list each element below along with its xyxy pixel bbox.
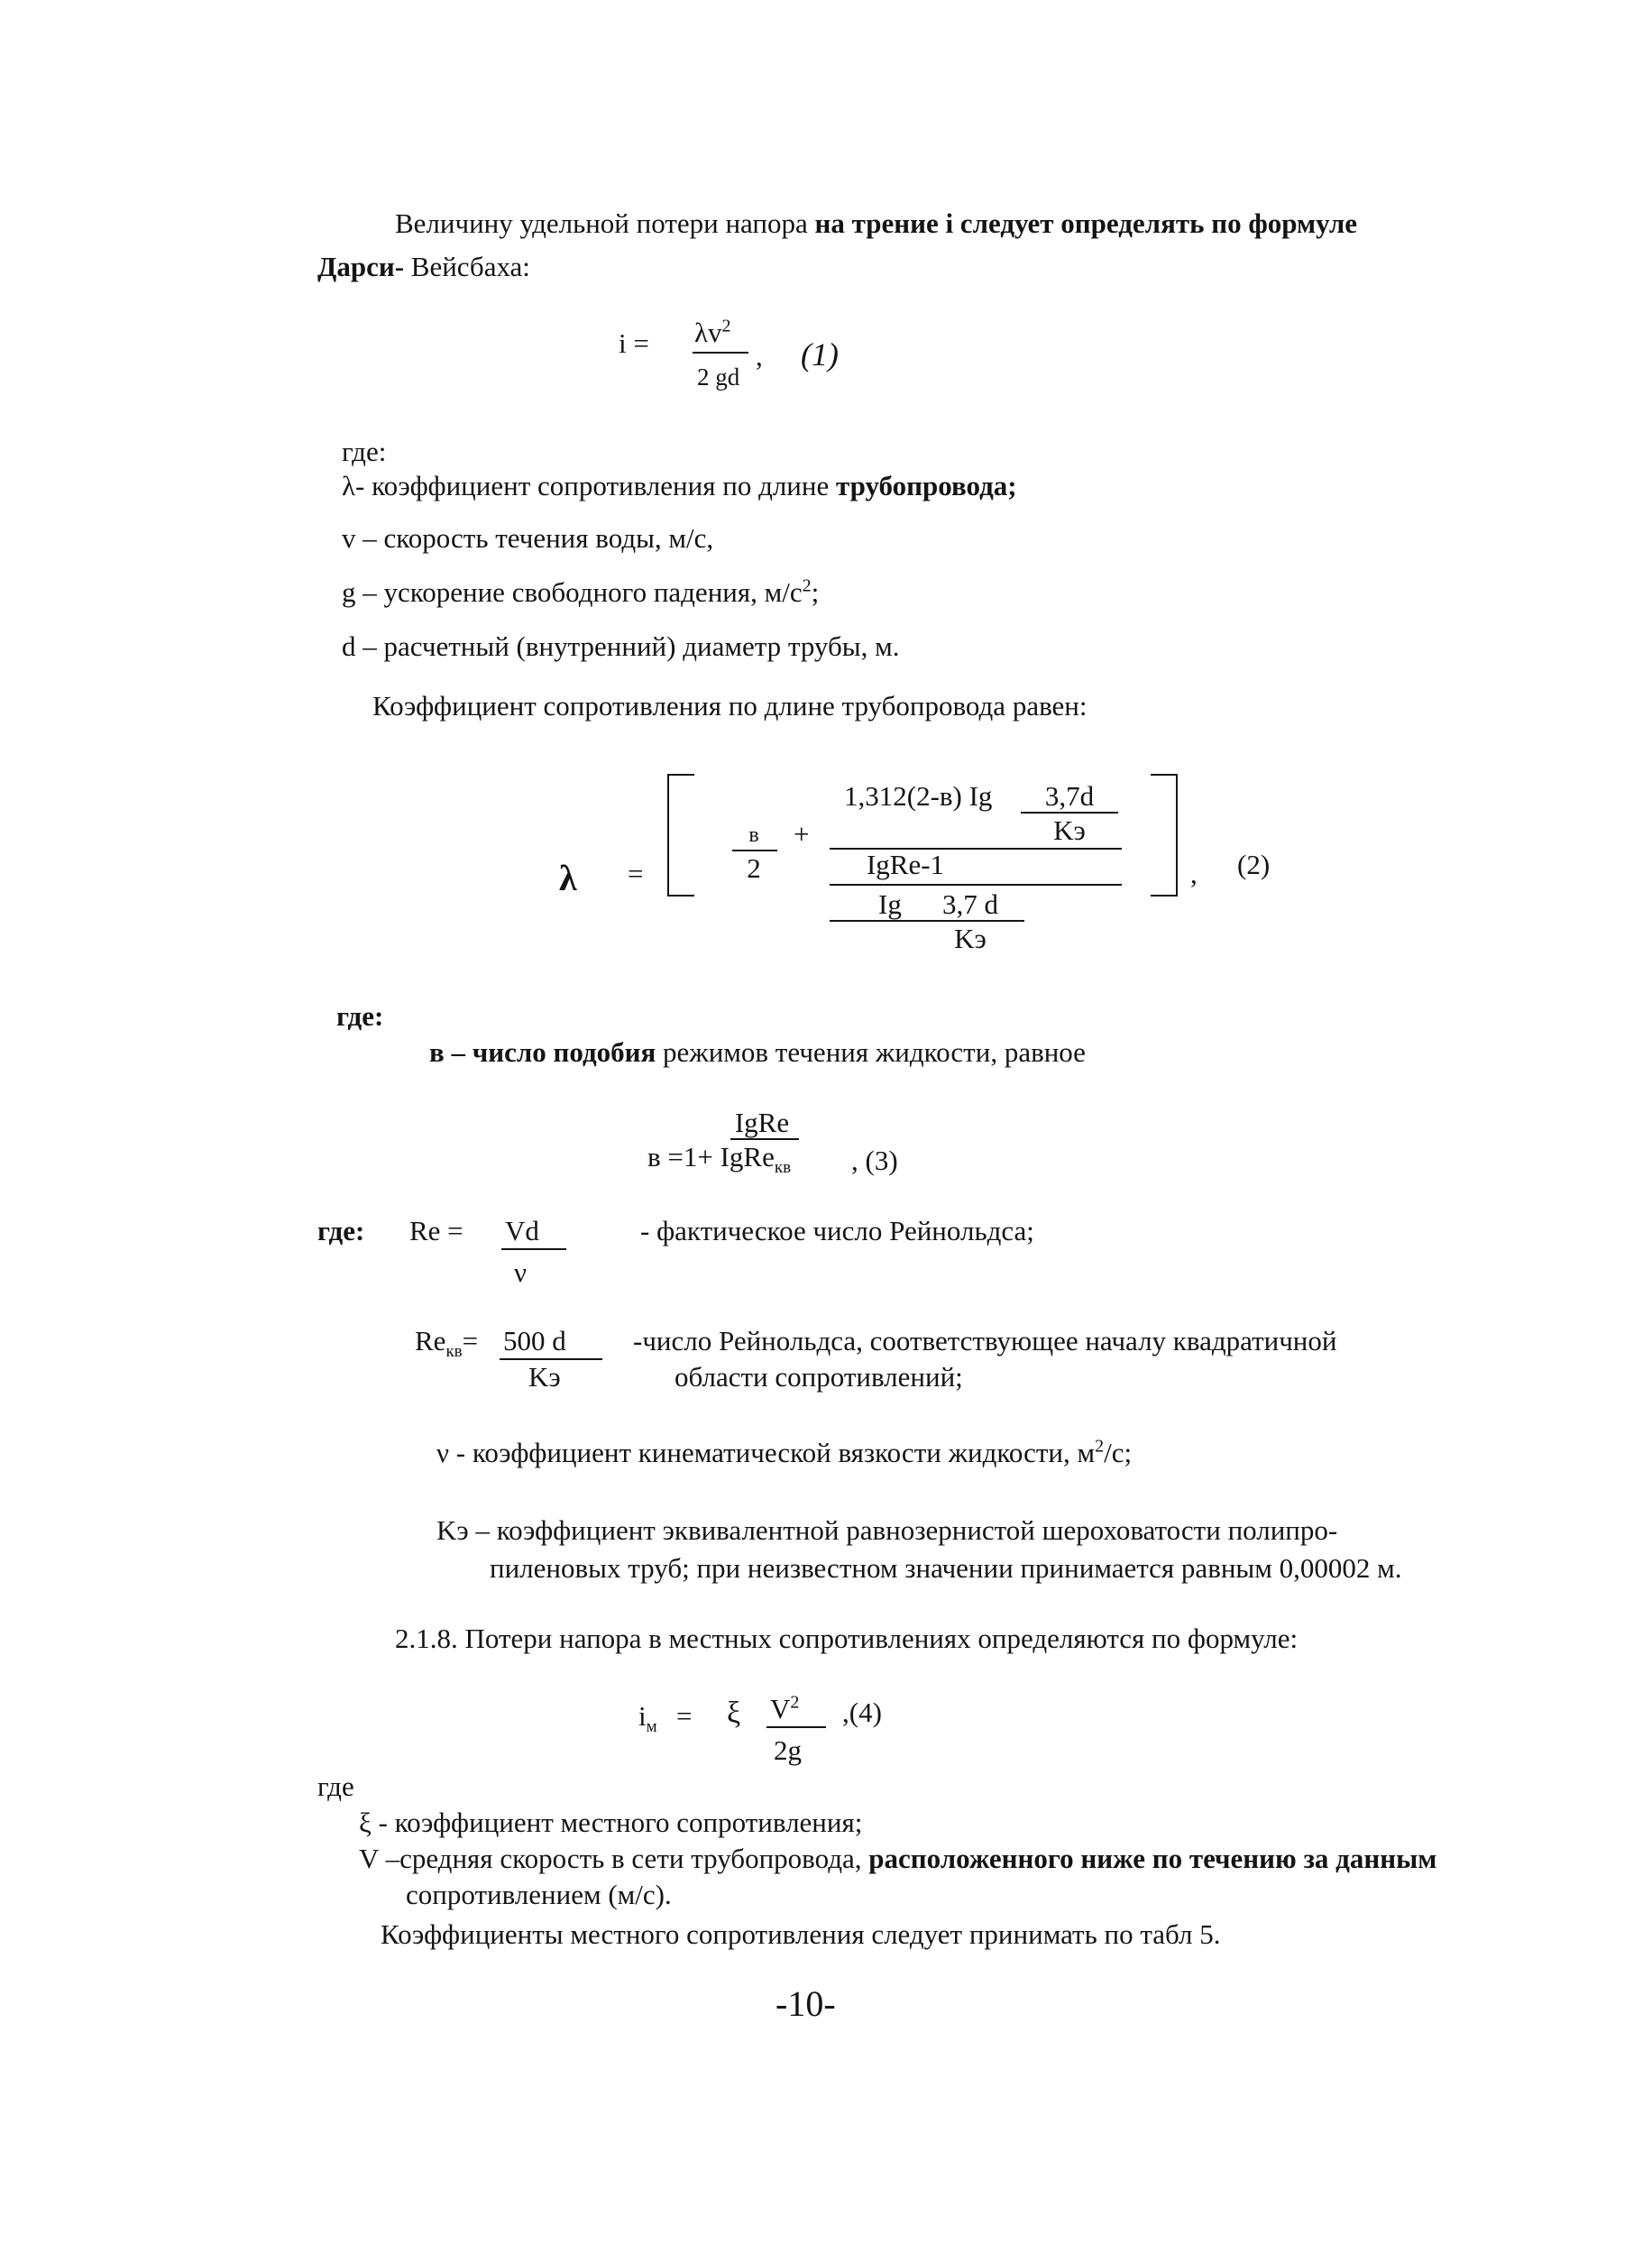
formula-4-i: i	[638, 1700, 647, 1732]
legend-g	[342, 575, 819, 609]
legend-g-text: g – ускорение свободного падения, м/с	[342, 576, 803, 608]
rekv-eq: =	[462, 1325, 479, 1356]
re-desc: - фактическое число Рейнольдса;	[640, 1215, 1034, 1246]
formula-3-number: , (3)	[851, 1145, 898, 1176]
formula-4-xi: ξ	[727, 1697, 741, 1730]
legend-nu-exp: 2	[1095, 1436, 1105, 1457]
legend-lambda-bold: трубопровода;	[836, 470, 1017, 501]
rekv-num-text: 500 d	[500, 1324, 602, 1360]
rekv-lhs	[415, 1324, 479, 1362]
legend-nu-text: ν - коэффициент кинематической вязкости жидкости, м	[436, 1437, 1096, 1468]
where-label-4: где	[317, 1770, 354, 1802]
formula-2-equals: =	[628, 858, 644, 889]
formula-1-numerator	[694, 316, 731, 349]
intro-text: Величину удельной потери напора	[395, 207, 815, 239]
legend-v: v – скорость течения воды, м/с,	[342, 522, 714, 554]
formula-2-comma: ,	[1190, 858, 1198, 889]
formula-4-num-exp: 2	[790, 1692, 800, 1713]
formula-1-denominator: 2 gd	[697, 363, 740, 391]
legend-ke-2: пиленовых труб; при неизвестном значении принимается равным 0,00002 м.	[490, 1552, 1402, 1584]
weisbach-name: Вейсбаха:	[404, 251, 530, 282]
formula-1-fraction-bar	[693, 352, 748, 354]
formula-2-lhs: λ	[559, 858, 577, 898]
formula-4-den: 2g	[774, 1734, 802, 1766]
rekv-num	[500, 1324, 602, 1360]
intro-line-2	[317, 250, 530, 283]
rekv-den: Kэ	[528, 1361, 561, 1393]
formula-2-b-num: в	[748, 823, 759, 847]
legend-g-end: ;	[811, 576, 820, 608]
formula-3-den	[647, 1140, 792, 1178]
legend-b	[429, 1035, 1086, 1069]
rekv-sub: кв	[445, 1342, 463, 1362]
legend-v-text: V –средняя скорость в сети трубопровода,	[359, 1843, 869, 1874]
formula-3-lhs: в =1+ IgRe	[647, 1141, 775, 1172]
re-num-text: Vd	[501, 1214, 566, 1250]
intro-text-bold: на трение i следует определять по формуле	[814, 207, 1358, 239]
intro-line-1	[395, 207, 1357, 240]
formula-2-second-bar	[830, 884, 1122, 886]
formula-2-top: 1,312(2-в) Ig	[844, 780, 993, 812]
legend-v-line-1	[359, 1842, 1436, 1875]
where-label-2: где:	[336, 1000, 384, 1032]
formula-4-number: ,(4)	[842, 1697, 882, 1728]
formula-2-bot-den: Kэ	[954, 923, 987, 954]
formula-4-lhs	[638, 1699, 657, 1737]
formula-1-num-text: λv	[694, 317, 722, 348]
where-label-3: где:	[317, 1215, 365, 1246]
legend-table-ref: Коэффициенты местного сопротивления следует принимать по табл 5.	[381, 1918, 1221, 1950]
formula-2-left-bracket	[667, 774, 694, 897]
re-lhs: Re =	[409, 1215, 463, 1246]
lambda-intro: Коэффициент сопротивления по длине трубопровода равен:	[372, 690, 1088, 722]
rekv-lhs-text: Re	[415, 1325, 446, 1356]
legend-lambda-text: λ- коэффициент сопротивления по длине	[342, 470, 836, 501]
legend-b-bold: в – число подобия	[429, 1036, 656, 1068]
legend-g-exp: 2	[802, 575, 812, 596]
legend-nu	[436, 1436, 1132, 1469]
legend-d: d – расчетный (внутренний) диаметр трубы, м.	[342, 630, 900, 662]
formula-1-comma: ,	[756, 340, 763, 372]
formula-1-num-exp: 2	[721, 316, 731, 336]
formula-2-b-den: 2	[747, 852, 761, 884]
formula-2-right-bracket	[1151, 774, 1178, 897]
section-2-1-8: 2.1.8. Потери напора в местных сопротивлениях определяются по формуле:	[395, 1623, 1299, 1654]
re-num	[501, 1214, 566, 1250]
formula-2-number: (2)	[1237, 849, 1271, 880]
formula-1-number: (1)	[801, 336, 839, 372]
formula-2-plus: +	[794, 818, 810, 850]
rekv-desc-1: -число Рейнольдса, соответствующее началу квадратичной	[633, 1325, 1337, 1356]
where-label: где:	[342, 436, 387, 467]
legend-v-line-2: сопротивлением (м/с).	[406, 1879, 672, 1910]
formula-1-lhs: i =	[619, 327, 649, 359]
darcy-name: Дарси-	[317, 251, 405, 282]
legend-nu-end: /с;	[1104, 1437, 1133, 1468]
legend-v-bold: расположенного ниже по течению за данным	[868, 1843, 1437, 1874]
formula-4-num	[766, 1692, 826, 1728]
rekv-desc-2: области сопротивлений;	[675, 1361, 963, 1393]
formula-2-top-frac-num: 3,7d	[1044, 780, 1095, 812]
formula-2-top-frac-den: Kэ	[1053, 814, 1086, 846]
formula-2-bot-ig: Ig	[878, 888, 902, 920]
formula-4-eq: =	[676, 1700, 693, 1732]
legend-ke-1: Kэ – коэффициент эквивалентной равнозернистой шероховатости полипро-	[436, 1514, 1338, 1546]
legend-lambda	[342, 469, 1017, 502]
legend-b-text: режимов течения жидкости, равное	[656, 1036, 1086, 1068]
formula-2-mid: IgRe-1	[866, 849, 945, 880]
formula-3-num: IgRe	[734, 1107, 790, 1138]
re-den: ν	[514, 1256, 528, 1288]
formula-4-sub: м	[646, 1717, 657, 1737]
formula-2-bot-num: 3,7 d	[942, 888, 998, 920]
legend-xi: ξ - коэффициент местного сопротивления;	[359, 1807, 863, 1838]
formula-4-num-text: V	[770, 1693, 791, 1724]
page-number: -10-	[776, 1983, 836, 2024]
formula-3-sub: кв	[774, 1158, 792, 1178]
